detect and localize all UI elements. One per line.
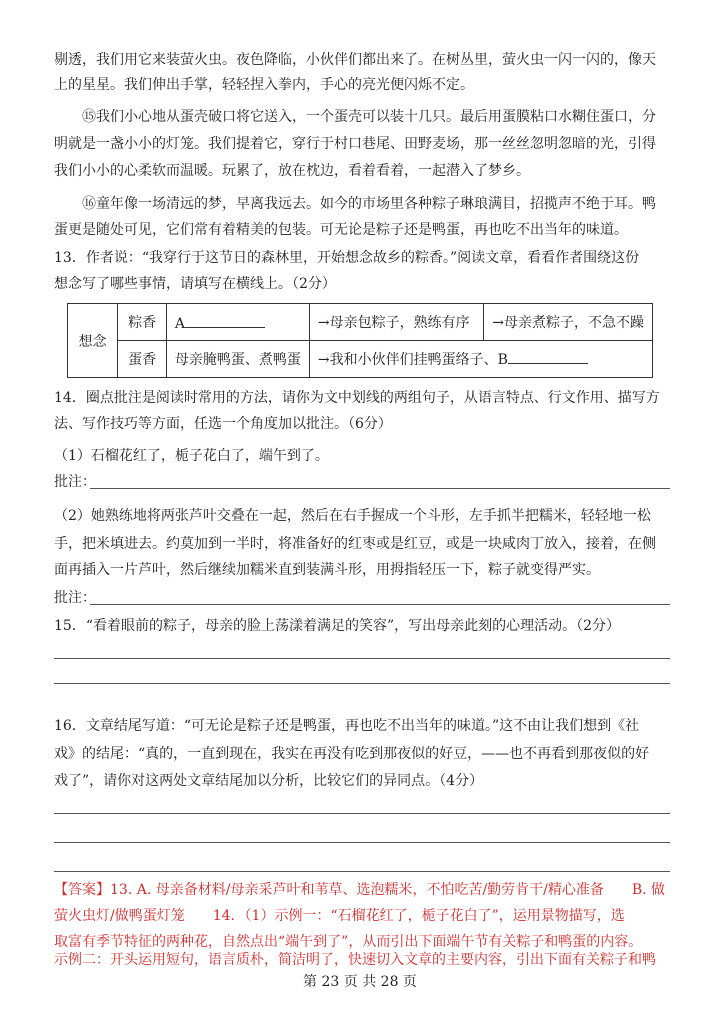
page-number-footer: 第 23 页 共 28 页 — [303, 974, 417, 990]
passage-line: 上的星星。我们伸出手掌，轻轻捏入拳内，手心的亮光便闪烁不定。 — [54, 77, 474, 93]
answer-key-line: 【答案】13. A. 母亲备材料/母亲采芦叶和苇草、选泡糯米，不怕吃苦/勤劳肯干/精心准备 B. 做 — [54, 882, 666, 898]
question-16-text: 戏了”，请你对这两处文章结尾加以分析，比较它们的异同点。（4分） — [54, 773, 484, 789]
answer-key-line: 示例二：开头运用短句，语言质朴，简洁明了，快速切入文章的主要内容，引出下面有关粽子和鸭 — [54, 952, 656, 968]
answer-key-line: 取富有季节特征的两种花，自然点出“端午到了”，从而引出下面端午节有关粽子和鸭蛋的内容。 — [54, 934, 643, 950]
annotation-field-2[interactable] — [54, 588, 670, 608]
answer-line[interactable] — [90, 488, 670, 489]
answer-line[interactable] — [54, 842, 670, 843]
table-cell-text: →我和小伙伴们挂鸭蛋络子、B — [317, 352, 508, 368]
quoted-sentence-2: （2）她熟练地将两张芦叶交叠在一起，然后在右手握成一个斗形，左手抓半把糯米，轻轻地一松 — [54, 508, 651, 524]
table-cell: →母亲煮粽子，不急不躁 — [484, 304, 653, 341]
question-15-text: 15．“看着眼前的粽子，母亲的脸上荡漾着满足的笑容”，写出母亲此刻的心理活动。（2分） — [54, 618, 621, 634]
table-row-label: 粽香 — [118, 304, 167, 341]
answer-blank[interactable] — [185, 313, 265, 328]
annotation-label: 批注： — [54, 590, 96, 606]
quoted-sentence-1: （1）石榴花红了，栀子花白了，端午到了。 — [54, 448, 329, 464]
passage-line: 我们小小的心柔软而温暖。玩累了，放在枕边，看着看着，一起潜入了梦乡。 — [54, 163, 530, 179]
table-cell: →母亲包粽子，熟练有序 — [309, 304, 483, 341]
question-13-text: 13．作者说：“我穿行于这节日的森林里，开始想念故乡的粽香。”阅读文章，看看作者围绕这份 — [54, 250, 640, 266]
question-13-text: 想念写了哪些事情，请填写在横线上。（2分） — [54, 276, 336, 292]
answer-cell-a[interactable] — [166, 304, 309, 341]
annotation-field-1[interactable] — [54, 472, 670, 492]
table-cell: 母亲腌鸭蛋、煮鸭蛋 — [166, 341, 309, 378]
passage-line: ⑮我们小心地从蛋壳破口将它送入，一个蛋壳可以装十几只。最后用蛋膜粘口水糊住蛋口，分 — [82, 109, 656, 125]
answer-line[interactable] — [54, 813, 670, 814]
answer-key-line: 萤火虫灯/做鸭蛋灯笼 14．（1）示例一：“石榴花红了，栀子花白了”，运用景物描写，选 — [54, 908, 625, 924]
answer-line[interactable] — [54, 658, 670, 659]
passage-line: 蛋更是随处可见，它们常有着精美的包装。可无论是粽子还是鸭蛋，再也吃不出当年的味道。 — [54, 222, 628, 238]
quoted-sentence-2: 手，把米填进去。约莫加到一半时，将准备好的红枣或是红豆，或是一块咸肉丁放入，接着，在侧 — [54, 536, 656, 552]
blank-label: A — [174, 315, 186, 332]
question-16-text: 16．文章结尾写道：“可无论是粽子还是鸭蛋，再也吃不出当年的味道。”这不由让我们想到《社 — [54, 718, 640, 734]
answer-line[interactable] — [54, 683, 670, 684]
q13-fill-table — [67, 303, 653, 378]
answer-line[interactable] — [54, 871, 670, 872]
table-row-label: 蛋香 — [118, 341, 167, 378]
question-16-text: 戏》的结尾：“真的，一直到现在，我实在再没有吃到那夜似的好豆，——也不再看到那夜似的好 — [54, 746, 650, 762]
question-14-text: 14．圈点批注是阅读时常用的方法，请你为文中划线的两组句子，从语言特点、行文作用、描写方 — [54, 390, 660, 406]
answer-cell-b[interactable] — [309, 341, 652, 378]
passage-line: ⑯童年像一场清远的梦，早离我远去。如今的市场里各种粽子琳琅满目，招揽声不绝于耳。鸭 — [82, 196, 656, 212]
annotation-label: 批注： — [54, 474, 96, 490]
table-header-cell: 想念 — [68, 304, 118, 378]
passage-line: 明就是一盏小小的灯笼。我们提着它，穿行于村口巷尾、田野麦场，那一丝丝忽明忽暗的光，引得 — [54, 136, 656, 152]
answer-line[interactable] — [90, 604, 670, 605]
quoted-sentence-2: 面再插入一片芦叶，然后继续加糯米直到装满斗形，用拇指轻压一下，粽子就变得严实。 — [54, 562, 600, 578]
question-14-text: 法、写作技巧等方面，任选一个角度加以批注。（6分） — [54, 416, 392, 432]
answer-blank[interactable] — [508, 349, 588, 364]
passage-line: 剔透，我们用它来装萤火虫。夜色降临，小伙伴们都出来了。在树丛里，萤火虫一闪一闪的，像天 — [54, 52, 656, 68]
